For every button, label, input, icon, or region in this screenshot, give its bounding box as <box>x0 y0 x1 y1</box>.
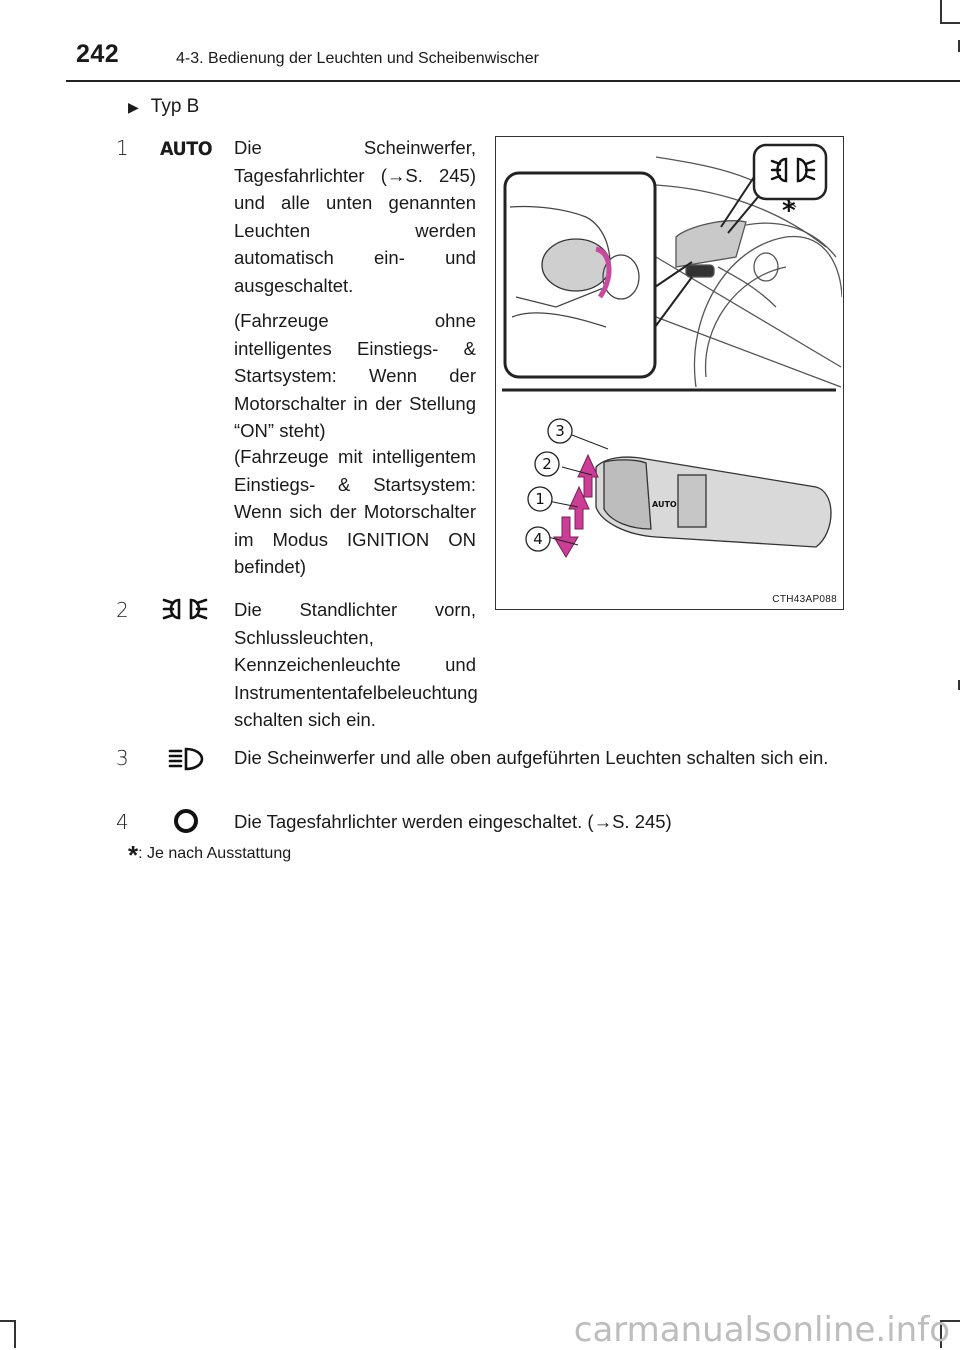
callout-2: 2 <box>542 455 552 473</box>
type-label-text: Typ B <box>150 96 200 117</box>
type-label <box>128 96 199 118</box>
header-rule <box>66 80 960 82</box>
item-4-text: Die Tagesfahrlichter werden eingeschaltet. (→S. 245) <box>234 811 672 832</box>
item-3-text: Die Scheinwerfer und alle oben aufgeführten Leuchten schalten sich ein. <box>234 747 829 768</box>
light-switch-illustration <box>496 137 842 608</box>
watermark: carmanualsonline.info <box>573 1310 950 1350</box>
item-number-1: 1 <box>116 136 129 160</box>
headlight-icon <box>166 746 206 777</box>
crop-mark <box>940 0 942 22</box>
callout-1: 1 <box>535 490 545 508</box>
page-number: 242 <box>76 40 120 68</box>
footnote-marker: * <box>128 840 139 870</box>
footnote <box>128 840 291 871</box>
auto-light-icon-text: AUTO <box>160 138 213 160</box>
item-1-paragraph-2: (Fahrzeuge ohne intelligentes Einstiegs- & Startsystem: Wenn der Motorschalter in der Stellung “ON” steht) <box>234 310 476 441</box>
crop-mark <box>958 680 960 690</box>
footnote-text: : Je nach Ausstattung <box>138 845 292 862</box>
item-2-text: Die Standlichter vorn, Schlussleuchten, Kennzeichenleuchte und Instrumententafelbeleuchtung schalten sich ein. <box>234 599 478 730</box>
triangle-bullet-icon: ▶ <box>128 99 139 115</box>
item-number-4: 4 <box>116 810 129 834</box>
crop-mark <box>14 1320 16 1348</box>
auto-light-icon <box>160 138 217 160</box>
crop-mark <box>940 22 960 24</box>
daytime-running-light-icon <box>172 808 200 839</box>
section-title: 4-3. Bedienung der Leuchten und Scheibenwischer <box>176 50 539 67</box>
item-1-paragraph-1: Die Scheinwerfer, Tagesfahrlichter (→S. 245) und alle unten genannten Leuchten werden automatisch ein- und ausgeschaltet. <box>234 137 476 296</box>
parking-light-icon <box>162 596 208 627</box>
light-switch-figure <box>495 136 844 610</box>
item-number-2: 2 <box>116 598 129 622</box>
crop-mark <box>0 1320 14 1322</box>
figure-code: CTH43AP088 <box>772 594 837 605</box>
figure-asterisk: * <box>782 196 796 226</box>
switch-auto-label: AUTO <box>652 500 677 509</box>
crop-mark <box>958 40 960 52</box>
item-1-paragraph-3: (Fahrzeuge mit intelligentem Einstiegs- & Startsystem: Wenn sich der Motorschalter im Modus IGNITION ON befindet) <box>234 446 476 577</box>
item-number-3: 3 <box>116 746 129 770</box>
callout-3: 3 <box>555 422 565 440</box>
callout-4: 4 <box>533 530 543 548</box>
